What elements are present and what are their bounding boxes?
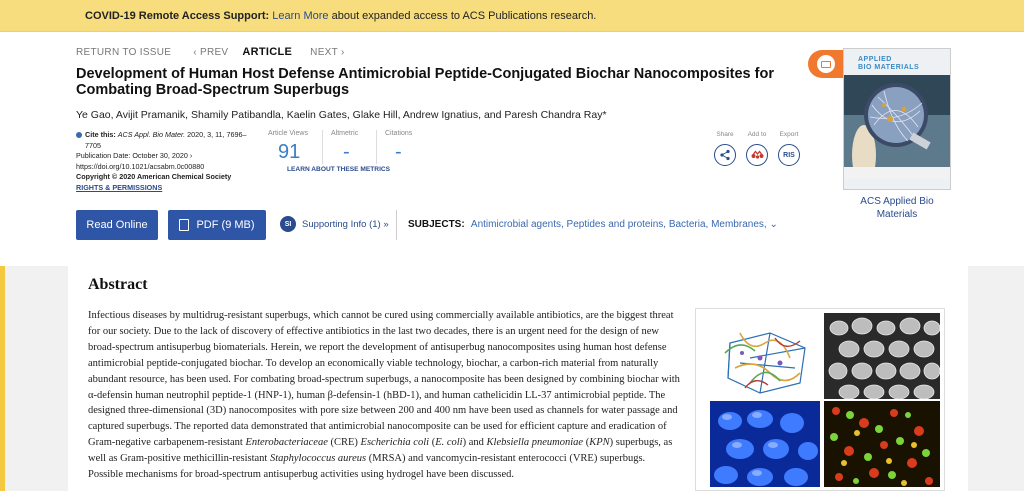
share-button[interactable]	[714, 144, 736, 166]
email-alert-button[interactable]	[808, 50, 844, 78]
cover-title-line1: APPLIED	[858, 56, 892, 63]
share-icon	[719, 149, 731, 161]
cover-title-line2: BIO MATERIALS	[858, 64, 920, 71]
abstract-heading: Abstract	[88, 276, 148, 293]
citation-block	[76, 130, 261, 193]
cite-label[interactable]: Cite this:	[85, 130, 116, 139]
article-views-metric	[268, 130, 322, 164]
subject-link[interactable]: Peptides and proteins,	[566, 219, 667, 230]
si-badge: SI	[280, 216, 296, 232]
pdf-icon	[179, 219, 189, 231]
article-nav	[76, 47, 345, 58]
banner-bold: COVID-19 Remote Access Support:	[85, 10, 270, 22]
add-to-button[interactable]	[746, 144, 768, 166]
banner-text	[85, 10, 596, 22]
cover-artwork	[844, 75, 950, 179]
covid-banner	[0, 0, 1024, 32]
journal-name-link[interactable]: ACS Applied Bio Materials	[860, 196, 934, 220]
article-title: Development of Human Host Defense Antimicrobial Peptide-Conjugated Biochar Nanocomposites for Combating Broad-Spectrum Superbugs	[76, 66, 774, 98]
article-views-value: 91	[278, 141, 301, 163]
add-to-action	[744, 131, 770, 166]
prev-link[interactable]: ‹ PREV	[193, 47, 229, 58]
abstract-text: Infectious diseases by multidrug-resistant superbugs, which cannot be cured using commercially available antibiotics, are the biggest threat for our society. Due to the lack of discovery of effective antibiotics in the last two decades, there is an urgent need for the design of new broad-spectrum antisuperbug biomaterials. Herein, we report the development of antisuperbug nanocomposites using human host defense antimicrobial peptide-conjugated biochar. To develop an economically viable technology, biochar, a carbon-rich material from naturally abundant resource, has been used. For combating broad-spectrum superbugs, a nanocomposite has been designed by combining biochar with α-defensin human neutrophil peptide-1 (HNP-1), human β-defensin-1 (hBD-1), and human cathelicidin LL-37 antimicrobial peptide. The designed three-dimensional (3D) nanocomposites with pore size between 200 and 400 nm have been used as channels for water passage and captured superbugs. The reported data demonstrated that antimicrobial nanocomposite can be used for efficient capture and eradication of Gram-negative carbapenem-resistant Enterobacteriaceae (CRE) Escherichia coli (E. coli) and Klebsiella pneumoniae (KPN) superbugs, as well as Gram-positive methicillin-resistant Staphylococcus aureus (MRSA) and vancomycin-resistant enterococci (VRE) superbugs. Possible mechanisms for broad-spectrum antisuperbug activities using hydrogel have been discussed.	[88, 310, 680, 481]
doi-link[interactable]: https://doi.org/10.1021/acsabm.0c00880	[76, 161, 205, 171]
toc-graphic[interactable]	[695, 308, 945, 491]
pdf-label: PDF (9 MB)	[196, 219, 255, 231]
subject-link[interactable]: Bacteria,	[668, 219, 709, 230]
share-label: Share	[716, 131, 734, 138]
publication-date[interactable]: Publication Date: October 30, 2020 ›	[76, 151, 193, 160]
divider	[396, 210, 397, 240]
add-to-label: Add to	[747, 131, 767, 138]
citations-metric	[376, 130, 430, 164]
subjects-list	[408, 219, 778, 230]
copyright: Copyright © 2020 American Chemical Society	[76, 172, 232, 181]
peptide-structure-image	[710, 313, 820, 399]
mendeley-icon	[751, 150, 764, 160]
learn-more-link[interactable]: Learn More	[272, 10, 329, 22]
share-action	[712, 131, 738, 166]
article-actions	[712, 131, 802, 166]
subjects-expand-icon[interactable]: ⌄	[769, 219, 778, 230]
learn-about-metrics-link[interactable]: LEARN ABOUT THESE METRICS	[287, 166, 391, 173]
supporting-info-label: Supporting Info (1) »	[302, 218, 389, 230]
cover-title	[858, 56, 919, 72]
article-label: ARTICLE	[242, 46, 293, 58]
altmetric-label: Altmetric	[331, 130, 359, 137]
citations-label: Citations	[385, 130, 413, 137]
export-action	[776, 131, 802, 166]
email-icon	[817, 55, 835, 73]
next-link[interactable]: NEXT ›	[310, 47, 345, 58]
cite-ref: 2020, 3, 11, 7696–7705	[85, 130, 247, 150]
subject-link[interactable]: Antimicrobial agents,	[470, 219, 564, 230]
subject-link[interactable]: Membranes,	[711, 219, 767, 230]
altmetric-value: -	[343, 141, 350, 163]
cite-icon	[76, 132, 82, 138]
read-online-label: Read Online	[86, 219, 148, 231]
fluorescence-image	[824, 401, 940, 487]
subjects-label: SUBJECTS:	[408, 219, 465, 230]
biochar-sem-image	[824, 313, 940, 399]
banner-rest: about expanded access to ACS Publications research.	[331, 10, 597, 22]
cite-journal: ACS Appl. Bio Mater.	[117, 130, 186, 139]
return-to-issue-link[interactable]: RETURN TO ISSUE	[76, 47, 172, 58]
altmetric-metric	[322, 130, 376, 164]
article-views-label: Article Views	[268, 130, 308, 137]
metrics-panel	[268, 130, 430, 164]
citations-value: -	[395, 141, 402, 163]
export-label: Export	[779, 131, 799, 138]
read-online-button[interactable]	[76, 210, 158, 240]
pdf-download-button[interactable]	[168, 210, 266, 240]
bacteria-blue-image	[710, 401, 820, 487]
supporting-info-link[interactable]	[280, 216, 389, 232]
accent-bar	[0, 266, 5, 491]
rights-permissions-link[interactable]: RIGHTS & PERMISSIONS	[76, 182, 163, 192]
journal-cover[interactable]	[843, 48, 951, 190]
author-list[interactable]: Ye Gao, Avijit Pramanik, Shamily Patibandla, Kaelin Gates, Glake Hill, Andrew Ignatius, and Paresh Chandra Ray*	[76, 109, 607, 121]
export-ris-button[interactable]: RIS	[778, 144, 800, 166]
